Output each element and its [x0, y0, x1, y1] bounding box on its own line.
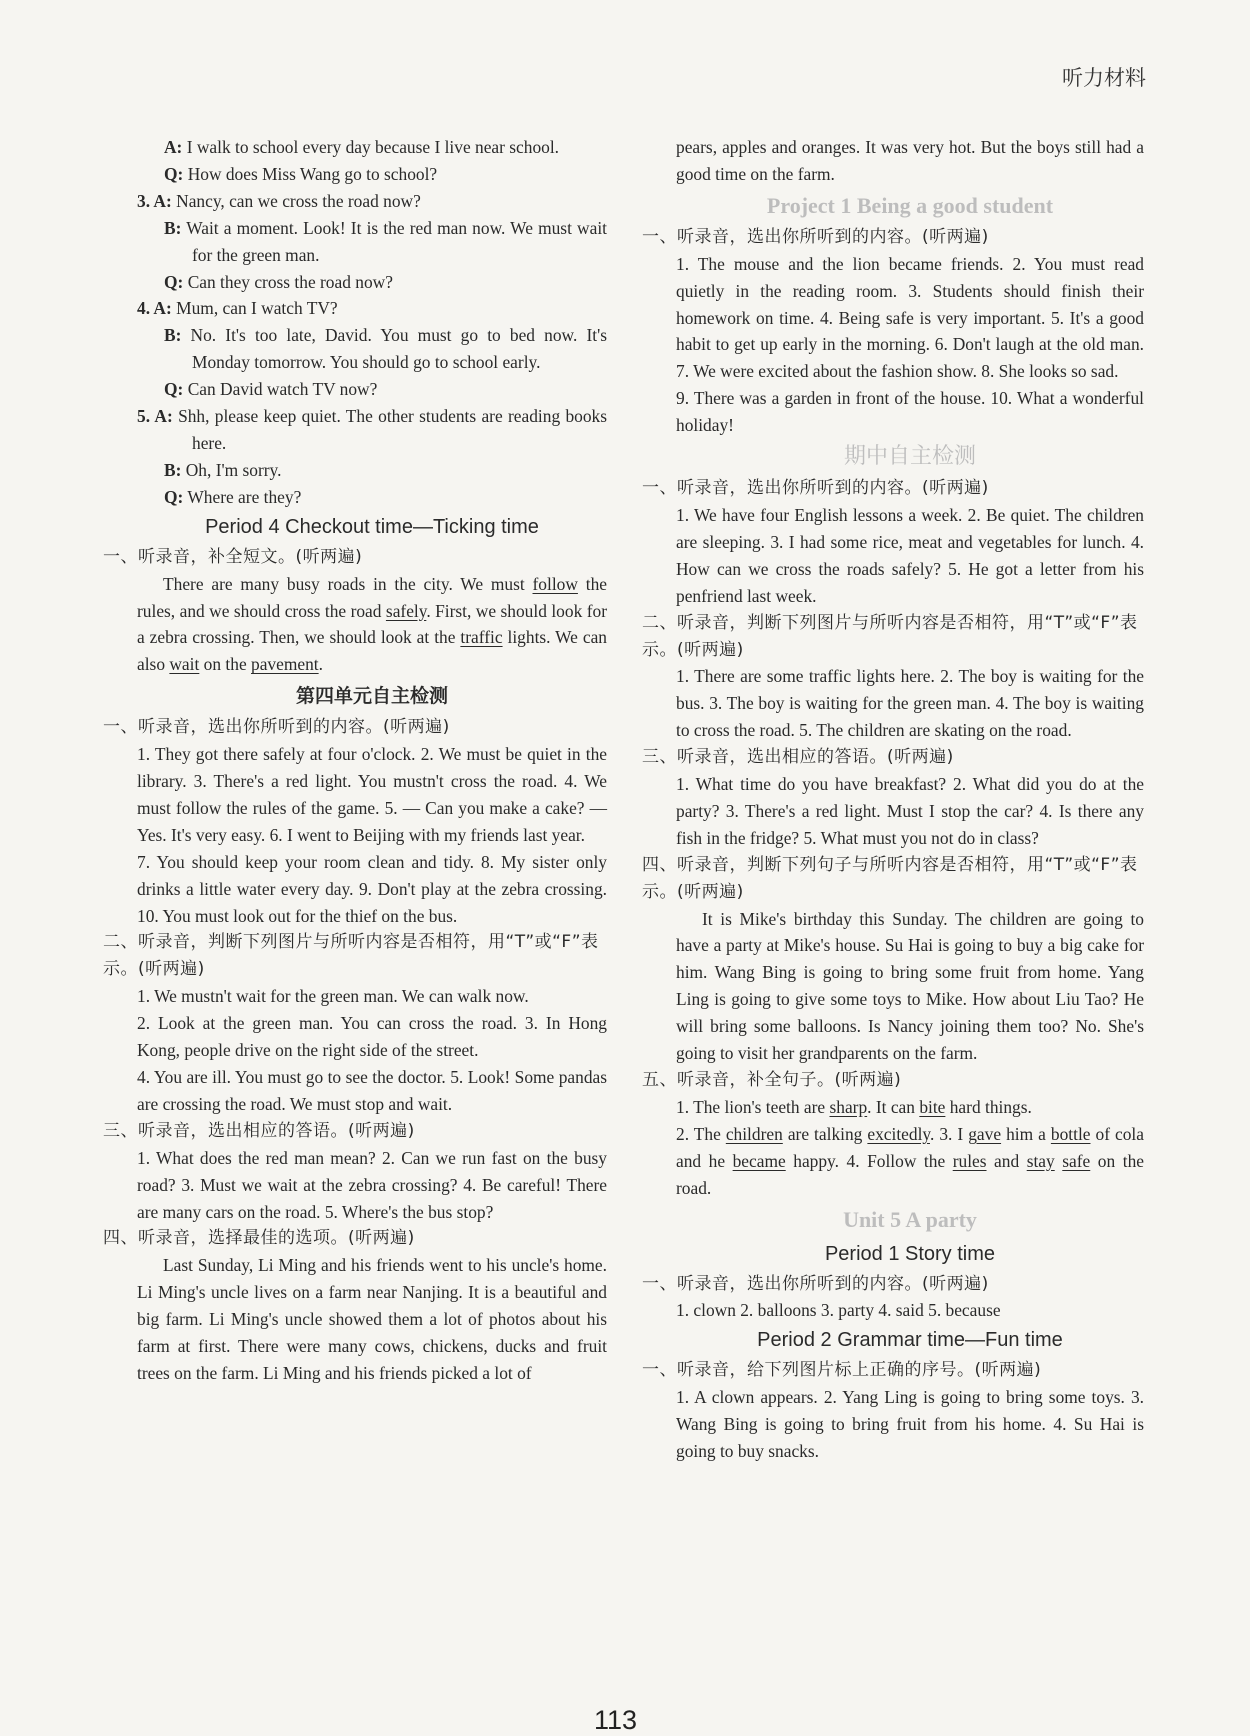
section-text: 1. What time do you have breakfast? 2. What did you do at the party? 3. There's a red light. Must I stop the car? 4. Is there any fish in the fridge? 5. What must you not do in class? [676, 774, 1144, 848]
section-text: 1. A clown appears. 2. Yang Ling is going to bring some toys. 3. Wang Bing is going to bring fruit from his home. 4. Su Hai is going to buy snacks. [676, 1387, 1144, 1462]
section-heading: 一、听录音，选出你所听到的内容。(听两遍) [642, 1273, 989, 1294]
section-heading: 三、听录音，选出相应的答语。(听两遍) [642, 747, 954, 768]
dialogue-line: Can David watch TV now? [187, 379, 378, 400]
dialogue-2 [137, 134, 607, 188]
period-heading: Period 2 Grammar time—Fun time [757, 1329, 1063, 1352]
right-column [642, 134, 1144, 1465]
section-heading: 四、听录音，选择最佳的选项。(听两遍) [103, 1228, 415, 1249]
period-heading: Period 4 Checkout time—Ticking time [205, 515, 539, 538]
answer-blank: bottle [1050, 1123, 1091, 1144]
dialogue-line: Wait a moment. Look! It is the red man now. We must wait for the green man. [186, 217, 607, 265]
dialogue-line: Where are they? [187, 486, 302, 507]
dialogue-3 [137, 188, 607, 296]
section-text: 2. Look at the green man. You can cross the road. 3. In Hong Kong, people drive on the right side of the street. [137, 1013, 607, 1061]
speaker-label: 3. A: [137, 190, 172, 211]
dialogue-line: I walk to school every day because I live near school. [186, 137, 560, 157]
section-text: 1. What does the red man mean? 2. Can we run fast on the busy road? 3. Must we wait at the zebra crossing? 4. Be careful! There are many cars on the road. 5. Where's the bus stop? [137, 1147, 607, 1222]
section-heading: 四、听录音，判断下列句子与所听内容是否相符，用“T”或“F”表示。(听两遍) [642, 854, 1138, 902]
period-heading: Period 1 Story time [824, 1242, 996, 1265]
answer-blank: pavement [251, 654, 319, 675]
dialogue-line: How does Miss Wang go to school? [187, 163, 438, 184]
section-heading: 二、听录音，判断下列图片与所听内容是否相符，用“T”或“F”表示。(听两遍) [103, 932, 599, 980]
section-text: 9. There was a garden in front of the house. 10. What a wonderful holiday! [676, 388, 1144, 436]
answer-blank: bite [919, 1096, 946, 1117]
section-heading: 一、听录音，选出你所听到的内容。(听两遍) [103, 717, 450, 738]
unit-test-title: 第四单元自主检测 [295, 685, 448, 708]
continued-text: pears, apples and oranges. It was very hot. But the boys still had a good time on the farm. [676, 137, 1144, 184]
section-heading: 一、听录音，补全短文。(听两遍) [103, 546, 363, 567]
speaker-label: B: [164, 325, 182, 346]
speaker-label: Q: [164, 163, 184, 184]
answer-blank: sharp [829, 1096, 868, 1117]
speaker-label: A: [164, 137, 183, 157]
answer-blank: stay [1026, 1150, 1055, 1171]
dialogue-line: Oh, I'm sorry. [185, 459, 282, 480]
dialogue-5 [137, 403, 607, 511]
answer-blank: rules [952, 1150, 987, 1171]
unit-title: Unit 5 A party [843, 1206, 977, 1232]
speaker-label: Q: [164, 486, 184, 507]
answer-blank: safe [1062, 1150, 1091, 1171]
dialogue-line: Nancy, can we cross the road now? [176, 190, 421, 211]
section-text: 1. There are some traffic lights here. 2. The boy is waiting for the bus. 3. The boy is waiting for the green man. 4. The boy is waiting to cross the road. 5. The children are skating on the road. [676, 666, 1144, 741]
section-heading: 二、听录音，判断下列图片与所听内容是否相符，用“T”或“F”表示。(听两遍) [642, 612, 1138, 660]
speaker-label: B: [164, 217, 182, 238]
section-heading: 一、听录音，给下列图片标上正确的序号。(听两遍) [642, 1360, 1042, 1381]
project-title: Project 1 Being a good student [766, 192, 1054, 218]
speaker-label: Q: [164, 271, 184, 292]
dialogue-4 [137, 295, 607, 403]
answer-blank: gave [968, 1123, 1002, 1144]
fill-in-passage: There are many busy roads in the city. We must follow the rules, and we should cross the road safely. First, we should look for a zebra crossing. Then, we should look at the traffic lights. We can also wait on the pavement. [137, 573, 607, 675]
dialogue-line: Mum, can I watch TV? [176, 298, 338, 319]
section-text: 1. We have four English lessons a week. 2. Be quiet. The children are sleeping. 3. I had some rice, meat and vegetables for lunch. 4. How can we cross the roads safely? 5. He got a letter from his penfriend last week. [676, 504, 1144, 606]
section-heading: 一、听录音，选出你所听到的内容。(听两遍) [642, 478, 989, 499]
section-heading: 五、听录音，补全句子。(听两遍) [642, 1070, 902, 1090]
dialogue-line: Can they cross the road now? [187, 271, 393, 292]
speaker-label: 5. A: [137, 406, 173, 427]
section-text: 1. They got there safely at four o'clock. 2. We must be quiet in the library. 3. There's a red light. You mustn't cross the road. 4. We must follow the rules of the game. 5. — Can you make a cake? — Yes. It's very easy. 6. I went to Beijing with my friends last year. [137, 744, 607, 845]
section-text: It is Mike's birthday this Sunday. The children are going to have a party at Mike's house. Su Hai is going to buy a big cake for him. Wang Bing is going to bring some fruit from home. Yang Ling is going to give some toys to Mike. How about Liu Tao? He will bring some balloons. Is Nancy joining them too? No. She's going to visit her grandparents on the farm. [676, 908, 1144, 1064]
answer-blank: children [725, 1123, 783, 1144]
answer-blank: wait [169, 654, 200, 675]
section-text: 1. clown 2. balloons 3. party 4. said 5. because [676, 1300, 1001, 1321]
section-heading: 一、听录音，选出你所听到的内容。(听两遍) [642, 226, 989, 247]
answer-blank: follow [532, 573, 578, 594]
answer-blank: excitedly [867, 1123, 930, 1144]
section-text: 1. The mouse and the lion became friends. 2. You must read quietly in the reading room. 3. Students should finish their homework on time. 4. Being safe is very important. 5. It's a good habit to get up early in the morning. 6. Don't laugh at the old man. 7. We were excited about the fashion show. 8. She looks so sad. [676, 253, 1144, 382]
section-heading: 三、听录音，选出相应的答语。(听两遍) [103, 1120, 415, 1141]
speaker-label: B: [164, 459, 182, 480]
section-text: 4. You are ill. You must go to see the doctor. 5. Look! Some pandas are crossing the road. We must stop and wait. [137, 1067, 607, 1114]
section-text: 1. We mustn't wait for the green man. We can walk now. [137, 986, 529, 1007]
answer-blank: safely [385, 600, 427, 621]
speaker-label: 4. A: [137, 298, 172, 319]
page-header: 听力材料 [1062, 66, 1146, 90]
midterm-title: 期中自主检测 [843, 444, 976, 470]
fill-in-sentences: 1. The lion's teeth are sharp. It can bite hard things. 2. The children are talking excitedly. 3. I gave him a bottle of cola and he became happy. 4. Follow the rules and stay safe on the road. [676, 1096, 1144, 1198]
answer-blank: became [732, 1150, 786, 1171]
answer-blank: traffic [460, 627, 503, 648]
section-text: 7. You should keep your room clean and tidy. 8. My sister only drinks a little water every day. 9. Don't play at the zebra crossing. 10. You must look out for the thief on the bus. [137, 851, 607, 926]
speaker-label: Q: [164, 379, 184, 400]
page-number: 113 [594, 1705, 638, 1735]
dialogue-line: No. It's too late, David. You must go to bed now. It's Monday tomorrow. You should go to school early. [190, 325, 607, 373]
dialogue-line: Shh, please keep quiet. The other students are reading books here. [178, 406, 608, 453]
left-column [103, 134, 608, 1387]
section-text: Last Sunday, Li Ming and his friends went to his uncle's home. Li Ming's uncle lives on a farm near Nanjing. It is a beautiful and big farm. Li Ming's uncle showed them a lot of photos about his farm at first. There were many cows, chickens, ducks and fruit trees on the farm. Li Ming and his friends picked a lot of [137, 1255, 607, 1383]
